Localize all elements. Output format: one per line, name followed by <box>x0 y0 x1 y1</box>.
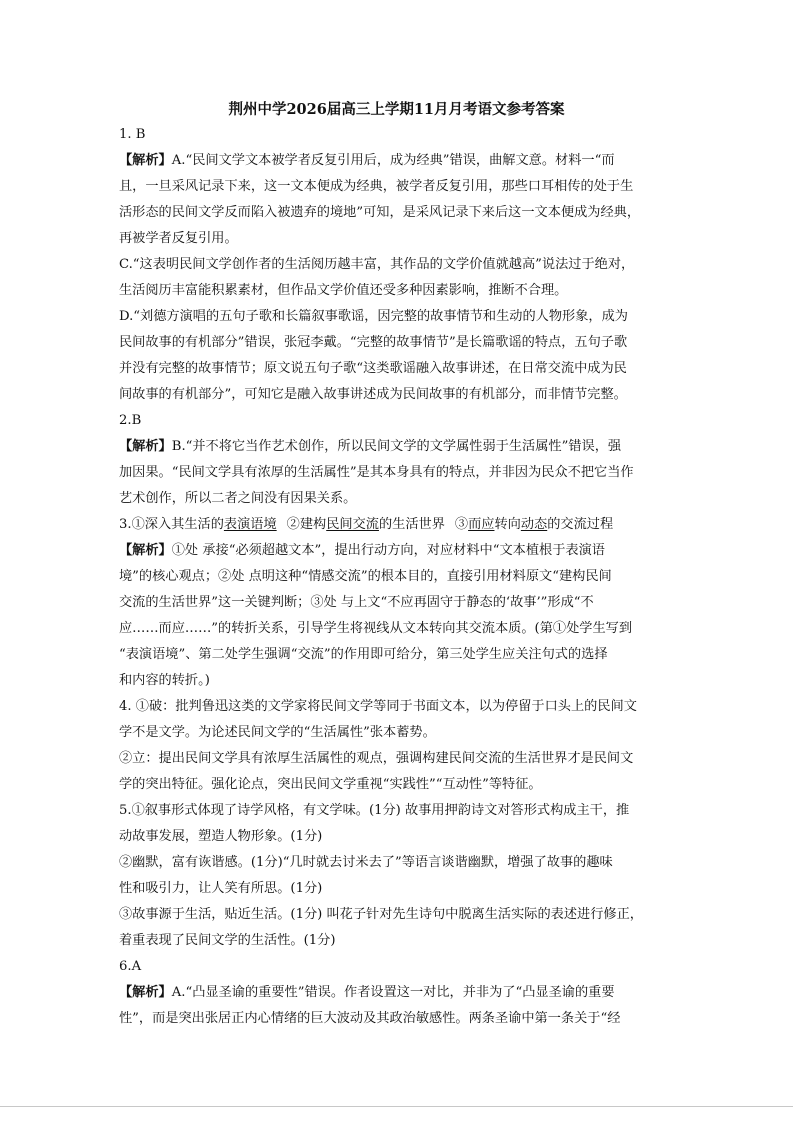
q2-answer: 2.B <box>119 413 142 428</box>
q5-line: 5.①叙事形式体现了诗学风格，有文学味。(1分) 故事用押韵诗文对答形式构成主干，推 <box>119 803 630 818</box>
q4-line: 学的突出特征。强化论点，突出民间文学重视“实践性”“互动性”等特征。 <box>119 777 542 792</box>
q5-line: ②幽默，富有诙谐感。(1分)“几时就去讨米去了”等语言谈谐幽默，增强了故事的趣味 <box>119 855 613 870</box>
q6-analysis-line: 性”，而是突出张居正内心情绪的巨大波动及其政治敏感性。两条圣谕中第一条关于“经 <box>119 1011 621 1026</box>
q5-line: 动故事发展，塑造人物形象。(1分) <box>119 829 323 844</box>
q5-line: 着重表现了民间文学的生活性。(1分) <box>119 933 336 948</box>
analysis-tag: 【解析】 <box>119 153 172 168</box>
page-bottom-divider <box>0 1106 793 1107</box>
q1-option-d: 间故事的有机部分”，可知它是融入故事讲述成为民间故事的有机部分，而非情节完整。 <box>119 387 627 402</box>
q2-analysis-line <box>119 434 674 460</box>
q3-answer <box>119 512 674 538</box>
q4-line: 4. ①破：批判鲁迅这类的文学家将民间文学等同于书面文本，以为停留于口头上的民间文 <box>119 699 637 714</box>
analysis-tag: 【解析】 <box>119 543 172 558</box>
q1-analysis-line: 再被学者反复引用。 <box>119 231 238 246</box>
q6-text: A.“凸显圣谕的重要性”错误。作者设置这一对比，并非为了“凸显圣谕的重要 <box>171 985 615 1000</box>
q1-text: A.“民间文学文本被学者反复引用后，成为经典”错误，曲解文意。材料一“而 <box>171 153 615 168</box>
q2-analysis-line: 加因果。“民间文学具有浓厚的生活属性”是其本身具有的特点，并非因为民众不把它当作 <box>119 465 634 480</box>
q1-analysis-line <box>119 148 674 174</box>
q3-analysis-line: 应……而应……”的转折关系，引导学生将视线从文本转向其交流本质。(第①处学生写到 <box>119 621 633 636</box>
q1-analysis-line: 且，一旦采风记录下来，这一文本便成为经典，被学者反复引用，那些口耳相传的处于生 <box>119 179 634 194</box>
page-title: 荆州中学2026届高三上学期11月月考语文参考答案 <box>228 101 565 118</box>
q3-underlined: 而应 <box>468 517 495 532</box>
q3-a-part: ③ <box>454 517 469 532</box>
q6-analysis-line <box>119 980 674 1006</box>
q1-answer: 1. B <box>119 127 146 142</box>
q3-a-part: 的交流过程 <box>547 517 614 532</box>
q1-option-d: D.“刘德方演唱的五句子歌和长篇叙事歌谣，因完整的故事情节和生动的人物形象，成为 <box>119 309 628 324</box>
analysis-tag: 【解析】 <box>119 985 172 1000</box>
q3-a-part: 的生活世界 <box>378 517 445 532</box>
q1-option-c: 生活阅历丰富能积累素材，但作品文学价值还受多种因素影响，推断不合理。 <box>119 283 568 298</box>
q1-analysis-line: 活形态的民间文学反而陷入被遗弃的境地”可知，是采风记录下来后这一文本便成为经典， <box>119 205 641 220</box>
q3-analysis-line: 和内容的转折。) <box>119 673 210 688</box>
q3-analysis-line: “表演语境”、第二处学生强调“交流”的作用即可给分，第三处学生应关注句式的选择 <box>119 647 608 662</box>
q3-underlined: 动态 <box>520 517 548 532</box>
q2-analysis-line: 艺术创作，所以二者之间没有因果关系。 <box>119 491 357 506</box>
q4-line: ②立：提出民间文学具有浓厚生活属性的观点，强调构建民间交流的生活世界才是民间文 <box>119 751 634 766</box>
answer-body <box>119 122 674 1032</box>
q1-option-c: C.“这表明民间文学创作者的生活阅历越丰富，其作品的文学价值就越高”说法过于绝对， <box>119 257 635 272</box>
q3-a-part: 转向 <box>494 517 521 532</box>
analysis-tag: 【解析】 <box>119 439 172 454</box>
q3-underlined: 民间交流 <box>326 517 379 532</box>
q4-line: 学不是文学。为论述民间文学的“生活属性”张本蓄势。 <box>119 725 436 740</box>
q3-underlined: 表演语境 <box>223 517 277 532</box>
q3-a-prefix: 3.①深入其生活的 <box>119 517 224 532</box>
q5-line: ③故事源于生活，贴近生活。(1分) 叫花子针对先生诗句中脱离生活实际的表述进行修正， <box>119 907 643 922</box>
q3-analysis-line: 境”的核心观点；②处 点明这种“情感交流”的根本目的，直接引用材料原文“建构民间 <box>119 569 612 584</box>
q1-option-d: 民间故事的有机部分”错误，张冠李戴。“完整的故事情节”是长篇歌谣的特点，五句子歌 <box>119 335 628 350</box>
q3-analysis-line: 交流的生活世界”这一关键判断；③处 与上文“不应再固守于静态的‘故事’”形成“不 <box>119 595 594 610</box>
q3-a-part: ②建构 <box>286 517 327 532</box>
q3-text: ①处 承接“必须超越文本”，提出行动方向，对应材料中“文本植根于表演语 <box>171 543 605 558</box>
q5-line: 性和吸引力，让人笑有所思。(1分) <box>119 881 323 896</box>
q1-option-d: 并没有完整的故事情节；原文说五句子歌“这类歌谣融入故事讲述，在日常交流中成为民 <box>119 361 627 376</box>
q2-text: B.“并不将它当作艺术创作，所以民间文学的文学属性弱于生活属性”错误，强 <box>171 439 622 454</box>
q6-answer: 6.A <box>119 959 142 974</box>
q3-analysis-line <box>119 538 674 564</box>
